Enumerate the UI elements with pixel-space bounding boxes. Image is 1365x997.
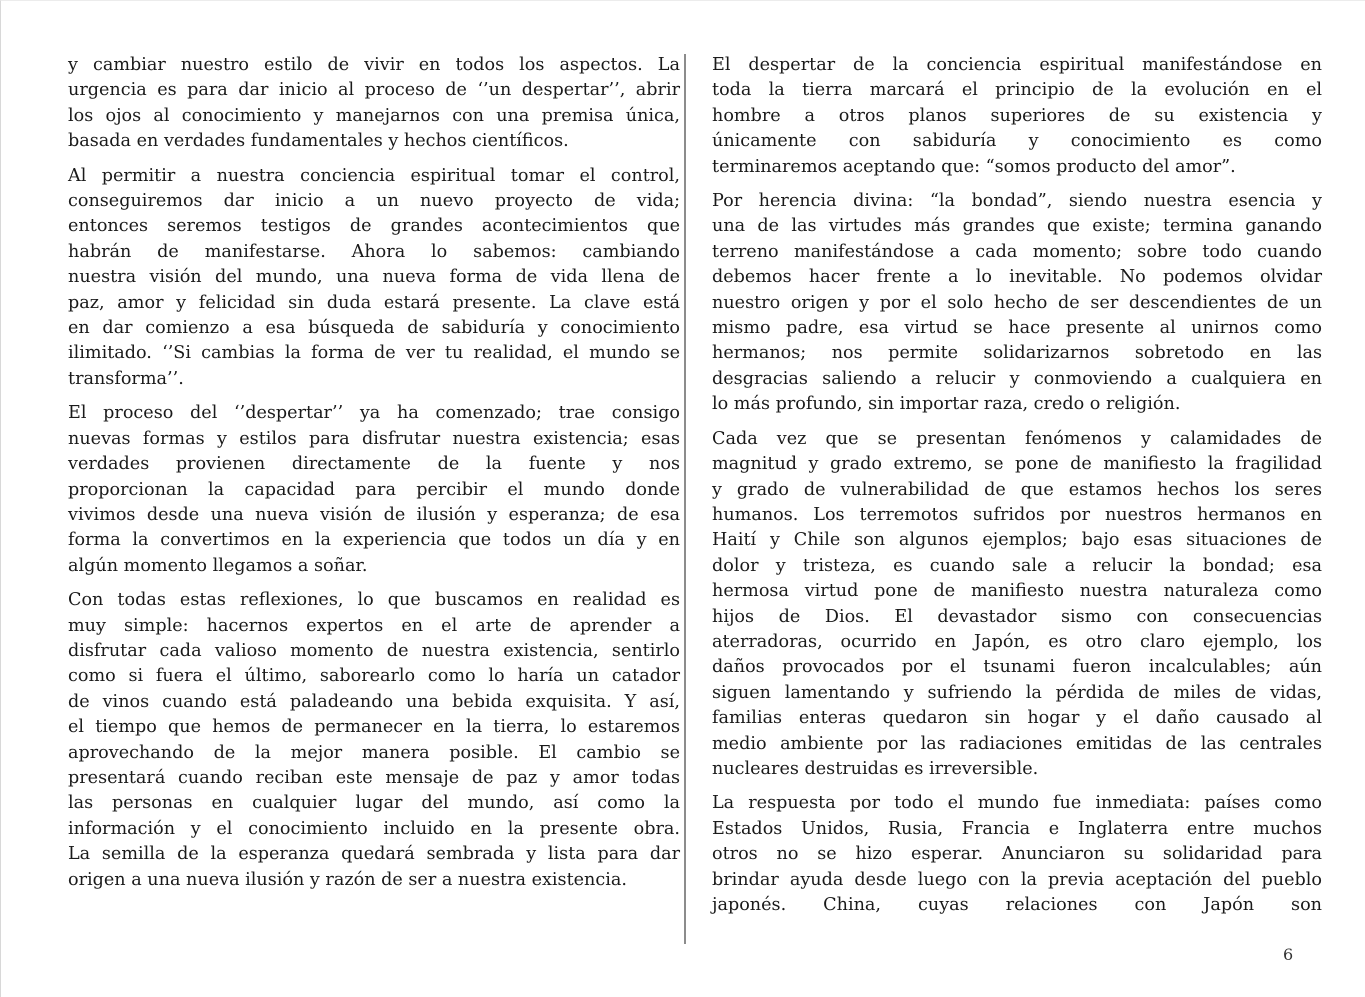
- text-line: proporcionan la capacidad para percibir el mundo donde: [68, 479, 680, 500]
- text-line: La respuesta por todo el mundo fue inmediata: países como: [712, 793, 1322, 814]
- text-line: los ojos al conocimiento y manejarnos con una premisa única,: [68, 105, 680, 126]
- page-number: 6: [1283, 945, 1294, 964]
- text-line: El despertar de la conciencia espiritual manifestándose en: [712, 55, 1322, 75]
- text-line: y cambiar nuestro estilo de vivir en todos los aspectos. La: [68, 55, 680, 75]
- text-line: en dar comienzo a esa búsqueda de sabiduría y conocimiento: [68, 318, 680, 339]
- text-line: aterradoras, ocurrido en Japón, es otro claro ejemplo, los: [712, 631, 1322, 652]
- text-line: nuevas formas y estilos para disfrutar nuestra existencia; esas: [68, 428, 680, 449]
- paragraph: [712, 427, 1322, 783]
- text-line: aprovechando de la mejor manera posible. El cambio se: [68, 742, 680, 763]
- text-line: disfrutar cada valioso momento de nuestra existencia, sentirlo: [68, 640, 680, 661]
- text-line: familias enteras quedaron sin hogar y el daño causado al: [712, 708, 1322, 729]
- text-line: entonces seremos testigos de grandes acontecimientos que: [68, 216, 680, 237]
- text-line: información y el conocimiento incluido en la presente obra.: [68, 818, 680, 839]
- text-line: de vinos cuando está paladeando una bebida exquisita. Y así,: [68, 691, 680, 712]
- text-line: hombre a otros planos superiores de su existencia y: [712, 105, 1322, 126]
- text-line: habrán de manifestarse. Ahora lo sabemos: cambiando: [68, 241, 680, 262]
- text-line: basada en verdades fundamentales y hechos científicos.: [68, 131, 569, 152]
- text-line: brindar ayuda desde luego con la previa aceptación del pueblo: [712, 869, 1322, 890]
- text-line: medio ambiente por las radiaciones emitidas de las centrales: [712, 733, 1322, 754]
- text-line: La semilla de la esperanza quedará sembrada y lista para dar: [68, 844, 680, 865]
- text-line: únicamente con sabiduría y conocimiento es como: [712, 131, 1322, 152]
- paragraph: [68, 164, 680, 393]
- text-line: hijos de Dios. El devastador sismo con consecuencias: [712, 606, 1322, 627]
- text-line: terminaremos aceptando que: “somos producto del amor”.: [712, 156, 1236, 177]
- text-line: las personas en cualquier lugar del mundo, así como la: [68, 793, 680, 814]
- text-line: dolor y tristeza, es cuando sale a relucir la bondad; esa: [712, 555, 1322, 576]
- paragraph: [68, 53, 680, 155]
- text-line: daños provocados por el tsunami fueron incalculables; aún: [712, 657, 1322, 678]
- text-line: presentará cuando reciban este mensaje de paz y amor todas: [68, 767, 680, 788]
- text-line: el tiempo que hemos de permanecer en la tierra, lo estaremos: [68, 717, 680, 738]
- text-line: desgracias saliendo a relucir y conmoviendo a cualquiera en: [712, 368, 1322, 389]
- paragraph: [712, 53, 1322, 180]
- text-line: paz, amor y felicidad sin duda estará presente. La clave está: [68, 292, 680, 313]
- text-line: Con todas estas reflexiones, lo que buscamos en realidad es: [68, 590, 680, 611]
- right-column: [712, 53, 1322, 927]
- text-line: Haití y Chile son algunos ejemplos; bajo esas situaciones de: [712, 530, 1322, 551]
- text-line: mismo padre, esa virtud se hace presente al unirnos como: [712, 318, 1322, 339]
- text-line: terreno manifestándose a cada momento; sobre todo cuando: [712, 241, 1322, 262]
- text-line: ilimitado. ‘’Si cambias la forma de ver tu realidad, el mundo se: [68, 343, 680, 364]
- column-divider: [684, 54, 686, 944]
- text-line: una de las virtudes más grandes que existe; termina ganando: [712, 216, 1322, 237]
- paragraph: [712, 189, 1322, 418]
- text-line: muy simple: hacernos expertos en el arte de aprender a: [68, 615, 680, 636]
- text-line: hermosa virtud pone de manifiesto nuestra naturaleza como: [712, 581, 1322, 602]
- text-line: conseguiremos dar inicio a un nuevo proyecto de vida;: [68, 191, 680, 212]
- text-line: siguen lamentando y sufriendo la pérdida de miles de vidas,: [712, 682, 1322, 703]
- text-line: y grado de vulnerabilidad de que estamos hechos los seres: [712, 479, 1322, 500]
- text-line: nuestro origen y por el solo hecho de ser descendientes de un: [712, 292, 1322, 313]
- text-line: algún momento llegamos a soñar.: [68, 555, 368, 576]
- text-line: debemos hacer frente a lo inevitable. No podemos olvidar: [712, 267, 1322, 288]
- text-line: toda la tierra marcará el principio de la evolución en el: [712, 80, 1322, 101]
- paragraph: [68, 588, 680, 893]
- text-line: humanos. Los terremotos sufridos por nuestros hermanos en: [712, 504, 1322, 525]
- text-line: verdades provienen directamente de la fuente y nos: [68, 454, 680, 475]
- paragraph: [712, 791, 1322, 918]
- left-column: [68, 53, 680, 902]
- text-line: Cada vez que se presentan fenómenos y calamidades de: [712, 428, 1322, 449]
- text-line: Estados Unidos, Rusia, Francia e Inglaterra entre muchos: [712, 818, 1322, 839]
- text-line: origen a una nueva ilusión y razón de ser a nuestra existencia.: [68, 869, 627, 890]
- text-line: transforma’’.: [68, 368, 184, 389]
- text-line: japonés. China, cuyas relaciones con Japón son: [712, 895, 1322, 915]
- text-line: nuestra visión del mundo, una nueva forma de vida llena de: [68, 267, 680, 288]
- text-line: nucleares destruidas es irreversible.: [712, 758, 1039, 779]
- text-line: otros no se hizo esperar. Anunciaron su solidaridad para: [712, 844, 1322, 865]
- paragraph: [68, 401, 680, 579]
- text-line: Al permitir a nuestra conciencia espiritual tomar el control,: [68, 165, 680, 186]
- text-line: lo más profundo, sin importar raza, credo o religión.: [712, 394, 1181, 415]
- text-line: urgencia es para dar inicio al proceso de ‘’un despertar’’, abrir: [68, 80, 680, 101]
- text-line: Por herencia divina: “la bondad”, siendo nuestra esencia y: [712, 191, 1322, 212]
- text-line: como si fuera el último, saborearlo como lo haría un catador: [68, 666, 680, 687]
- text-line: magnitud y grado extremo, se pone de manifiesto la fragilidad: [712, 454, 1322, 475]
- text-line: forma la convertimos en la experiencia que todos un día y en: [68, 530, 680, 551]
- text-line: hermanos; nos permite solidarizarnos sobretodo en las: [712, 343, 1322, 364]
- text-line: El proceso del ‘’despertar’’ ya ha comenzado; trae consigo: [68, 403, 680, 424]
- text-line: vivimos desde una nueva visión de ilusión y esperanza; de esa: [68, 504, 680, 525]
